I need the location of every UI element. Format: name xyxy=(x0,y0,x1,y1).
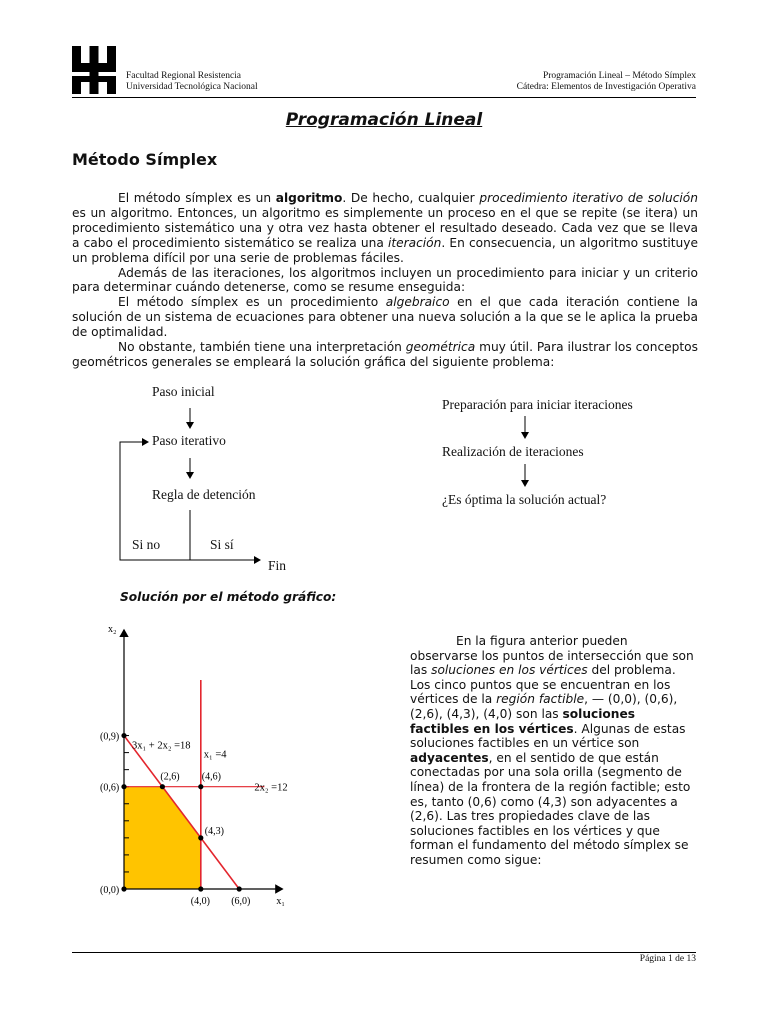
flow-perform: Realización de iteraciones xyxy=(442,444,584,459)
header-rule xyxy=(72,97,696,98)
page-title: Programación Lineal xyxy=(285,110,483,130)
x-axis-label: x₁ xyxy=(276,896,285,907)
header-topic: Programación Lineal – Método Símplex xyxy=(542,71,696,81)
intro-text xyxy=(72,191,698,370)
flow-prepare: Preparación para iniciar iteraciones xyxy=(442,397,633,412)
utn-logo xyxy=(72,46,116,94)
flow-initial-step: Paso inicial xyxy=(152,384,215,399)
vertex-label: (4,0) xyxy=(190,896,210,907)
flow-yes-label: Si sí xyxy=(210,537,234,552)
feasible-region xyxy=(124,787,201,889)
right-flow-arrows xyxy=(515,412,535,492)
vertex-label: (4,3) xyxy=(204,825,224,837)
flow-loop-back xyxy=(120,442,190,560)
vertex-label: (0,9) xyxy=(100,731,120,743)
y-axis-label: x₂ xyxy=(108,624,117,635)
header-chair: Cátedra: Elementos de Investigación Operativa xyxy=(516,82,696,92)
section-heading: Método Símplex xyxy=(72,150,218,169)
header-faculty: Facultad Regional Resistencia xyxy=(126,71,242,81)
graph-subtitle: Solución por el método gráfico: xyxy=(120,590,337,604)
header-university: Universidad Tecnológica Nacional xyxy=(126,82,258,92)
vertex-label: (2,6) xyxy=(160,771,180,783)
vertex-point xyxy=(198,835,203,840)
vertex-point xyxy=(198,784,203,789)
vertex-point xyxy=(121,886,126,891)
page-number: Página 1 de 13 xyxy=(639,954,696,964)
flow-no-label: Si no xyxy=(132,537,161,552)
paragraph-algorithm: El método símplex es un algoritmo. De hecho, cualquier procedimiento iterativo de solución es un algoritmo. Entonces, un algoritmo es simplemente un proceso en el que se repite (se itera) un procedimiento sistemático una y otra vez hasta obtener el resultado deseado. Cada vez que se lleva a cabo el procedimiento sistemático se realiza una iteración. En consecuencia, un algoritmo sustituye un problema difícil por una serie de problemas fáciles. xyxy=(72,191,698,265)
paragraph-geometric: No obstante, también tiene una interpretación geométrica muy útil. Para ilustrar los conceptos geométricos generales se empleará la solución gráfica del siguiente problema: xyxy=(72,340,698,369)
constraint-label-x1-4: x₁ =4 xyxy=(203,749,227,761)
lp-graph xyxy=(90,618,400,918)
vertex-point xyxy=(237,886,242,891)
flow-stop-rule: Regla de detención xyxy=(152,487,256,502)
vertex-point xyxy=(121,733,126,738)
left-flow-arrows xyxy=(110,400,290,575)
graph-explanation: En la figura anterior pueden observarse los puntos de intersección que son las soluciones en los vértices del problema. Los cinco puntos que se encuentran en los vértices de la región factible, — (0,0), (0,6), (2,6), (4,3), (4,0) son las soluciones factibles en los vértices. Algunas de estas soluciones factibles en un vértice son adyacentes, en el sentido de que están conectadas por una sola orilla (segmento de línea) de la frontera de la región factible; esto es, tanto (0,6) como (4,3) son adyacentes a (2,6). Las tres propiedades clave de las soluciones factibles en los vértices y que forman el fundamento del método símplex se resumen como sigue: xyxy=(410,634,694,867)
footer-rule xyxy=(72,952,696,953)
vertex-label: (0,6) xyxy=(100,782,120,794)
flow-end-label: Fin xyxy=(268,558,287,573)
vertex-point xyxy=(198,886,203,891)
paragraph-algebraic: El método símplex es un procedimiento algebraico en el que cada iteración contiene la solución de un sistema de ecuaciones para obtener una nueva solución a la que se le aplica la prueba de optimalidad. xyxy=(72,295,699,340)
constraint-label-3x1-2x2: 3x₁ + 2x₂ =18 xyxy=(132,740,191,752)
vertex-label: (4,6) xyxy=(201,771,221,783)
vertex-label: (6,0) xyxy=(231,896,251,907)
paragraph-iterations: Además de las iteraciones, los algoritmos incluyen un procedimiento para iniciar y un criterio para determinar cuándo detenerse, como se resume enseguida: xyxy=(72,265,698,295)
constraint-label-2x2-12: 2x₂ =12 xyxy=(254,782,288,794)
vertex-point xyxy=(121,784,126,789)
vertex-label: (0,0) xyxy=(100,885,120,896)
flow-iterative-step: Paso iterativo xyxy=(152,433,226,448)
flow-optimal-question: ¿Es óptima la solución actual? xyxy=(442,492,607,507)
vertex-point xyxy=(160,784,165,789)
